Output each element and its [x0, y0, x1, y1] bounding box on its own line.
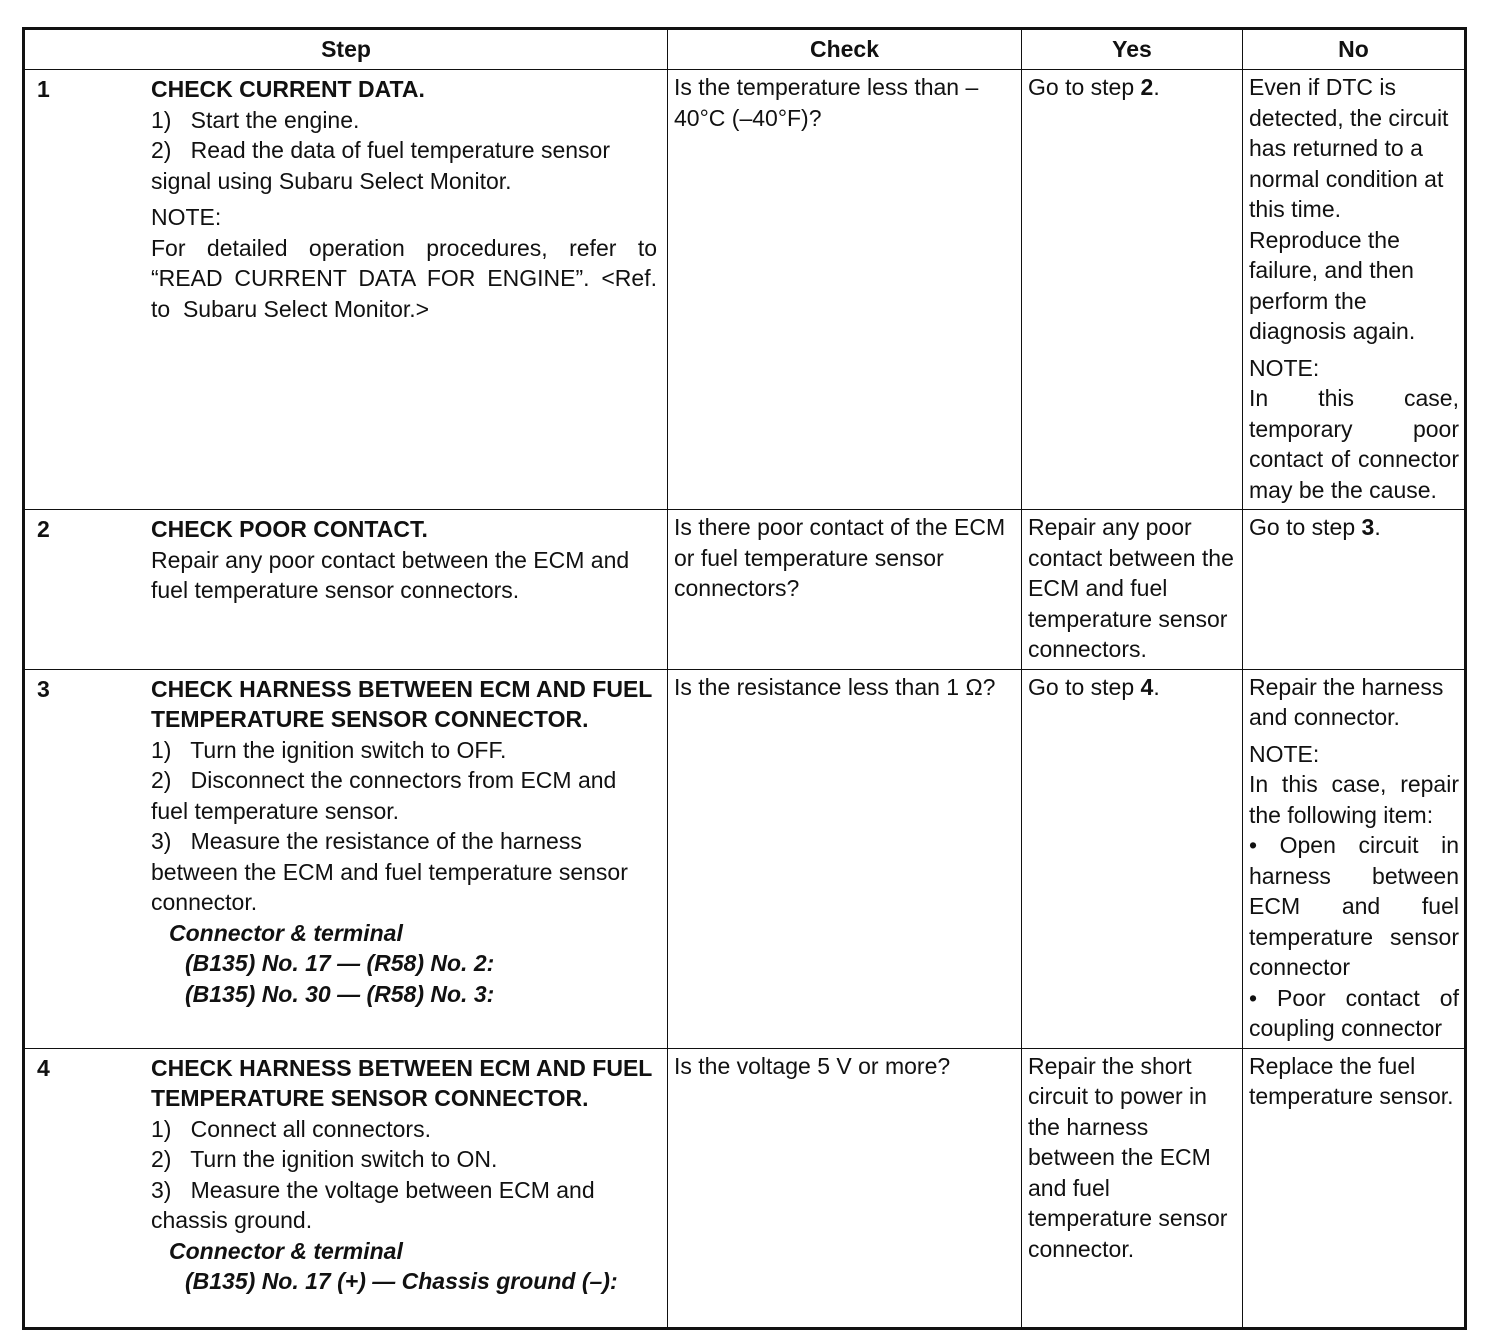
step-cell: [24, 1048, 668, 1328]
header-step: Step: [24, 29, 668, 70]
no-text: Repair the harness and connector.: [1249, 673, 1444, 730]
no-cell: [1243, 70, 1466, 510]
note-label: NOTE:: [1249, 740, 1320, 767]
yes-cell: Repair any poor contact between the ECM and fuel temperature sensor connectors.: [1022, 510, 1243, 670]
bullet-item: • Open circuit in harness between ECM and fuel temperature sensor connector: [1249, 832, 1459, 980]
step-instruction: 2) Disconnect the connectors from ECM and fuel temperature sensor.: [151, 767, 617, 824]
step-cell: [24, 70, 668, 510]
table-row: [24, 669, 1466, 1048]
step-number: 4: [37, 1054, 50, 1081]
header-row: [24, 29, 1466, 70]
step-number: 1: [37, 76, 50, 102]
yes-step-ref: 4: [1140, 673, 1154, 700]
no-suffix: .: [1374, 514, 1381, 540]
yes-cell: [1022, 70, 1243, 510]
step-instruction: 2) Read the data of fuel temperature sensor signal using Subaru Select Monitor.: [151, 137, 610, 194]
note-label: NOTE:: [151, 204, 222, 230]
step-instruction: 1) Start the engine.: [151, 106, 360, 133]
step-instruction: 1) Connect all connectors.: [151, 1115, 431, 1142]
diagnostic-table: [22, 27, 1467, 1330]
step-title: CHECK HARNESS BETWEEN ECM AND FUEL TEMPERATURE SENSOR CONNECTOR.: [151, 675, 652, 732]
connector-terminal: (B135) No. 30 — (R58) No. 3:: [185, 980, 495, 1007]
step-title: CHECK POOR CONTACT.: [151, 516, 428, 542]
table-row: [24, 70, 1466, 510]
step-number: 3: [37, 675, 50, 702]
step-content: [151, 512, 662, 610]
step-instruction: 3) Measure the voltage between ECM and chassis ground.: [151, 1176, 595, 1233]
no-prefix: Go to step: [1249, 514, 1362, 540]
step-number: 2: [37, 516, 50, 542]
step-content: [151, 1051, 662, 1301]
step-instruction: Repair any poor contact between the ECM and fuel temperature sensor connectors.: [151, 546, 630, 603]
yes-step-ref: 2: [1140, 74, 1154, 100]
check-cell: Is the temperature less than –40°C (–40°F)?: [668, 70, 1022, 510]
no-step-ref: 3: [1361, 514, 1375, 540]
step-cell: [24, 510, 668, 670]
bullet-item: • Poor contact of coupling connector: [1249, 984, 1459, 1041]
connector-terminal: (B135) No. 17 — (R58) No. 2:: [185, 950, 495, 976]
note-text: For detailed operation procedures, refer to “READ CURRENT DATA FOR ENGINE”. <Ref. to Subaru Select Monitor.>: [151, 234, 657, 322]
yes-cell: Repair the short circuit to power in the harness between the ECM and fuel temperature sensor connector.: [1022, 1048, 1243, 1328]
header-no: No: [1243, 29, 1466, 70]
step-content: [151, 72, 662, 328]
yes-cell: [1022, 669, 1243, 1048]
no-text: Even if DTC is detected, the circuit has returned to a normal condition at this time. Reproduce the failure, and then perform the diagnosis again.: [1249, 74, 1449, 344]
step-cell: [24, 669, 668, 1048]
note-text: In this case, temporary poor contact of connector may be the cause.: [1249, 385, 1459, 503]
header-yes: Yes: [1022, 29, 1243, 70]
step-instruction: 1) Turn the ignition switch to OFF.: [151, 736, 507, 763]
step-instruction: 2) Turn the ignition switch to ON.: [151, 1146, 498, 1172]
check-cell: Is the resistance less than 1 Ω?: [668, 669, 1022, 1048]
yes-prefix: Go to step: [1028, 74, 1141, 100]
header-check: Check: [668, 29, 1022, 70]
step-title: CHECK CURRENT DATA.: [151, 76, 425, 102]
yes-suffix: .: [1153, 74, 1160, 100]
table-row: [24, 510, 1466, 670]
table-row: [24, 1048, 1466, 1328]
note-label: NOTE:: [1249, 354, 1320, 381]
check-cell: Is there poor contact of the ECM or fuel temperature sensor connectors?: [668, 510, 1022, 670]
no-cell: [1243, 669, 1466, 1048]
step-title: CHECK HARNESS BETWEEN ECM AND FUEL TEMPERATURE SENSOR CONNECTOR.: [151, 1054, 652, 1111]
no-cell: Replace the fuel temperature sensor.: [1243, 1048, 1466, 1328]
check-cell: Is the voltage 5 V or more?: [668, 1048, 1022, 1328]
no-cell: [1243, 510, 1466, 670]
step-instruction: 3) Measure the resistance of the harness between the ECM and fuel temperature sensor connector.: [151, 828, 628, 915]
step-content: [151, 672, 662, 1014]
yes-suffix: .: [1153, 673, 1160, 700]
connector-terminal: (B135) No. 17 (+) — Chassis ground (–):: [185, 1268, 618, 1294]
note-text: In this case, repair the following item:: [1249, 771, 1459, 828]
connector-label: Connector & terminal: [169, 1237, 403, 1264]
yes-prefix: Go to step: [1028, 673, 1141, 700]
connector-label: Connector & terminal: [169, 919, 403, 946]
